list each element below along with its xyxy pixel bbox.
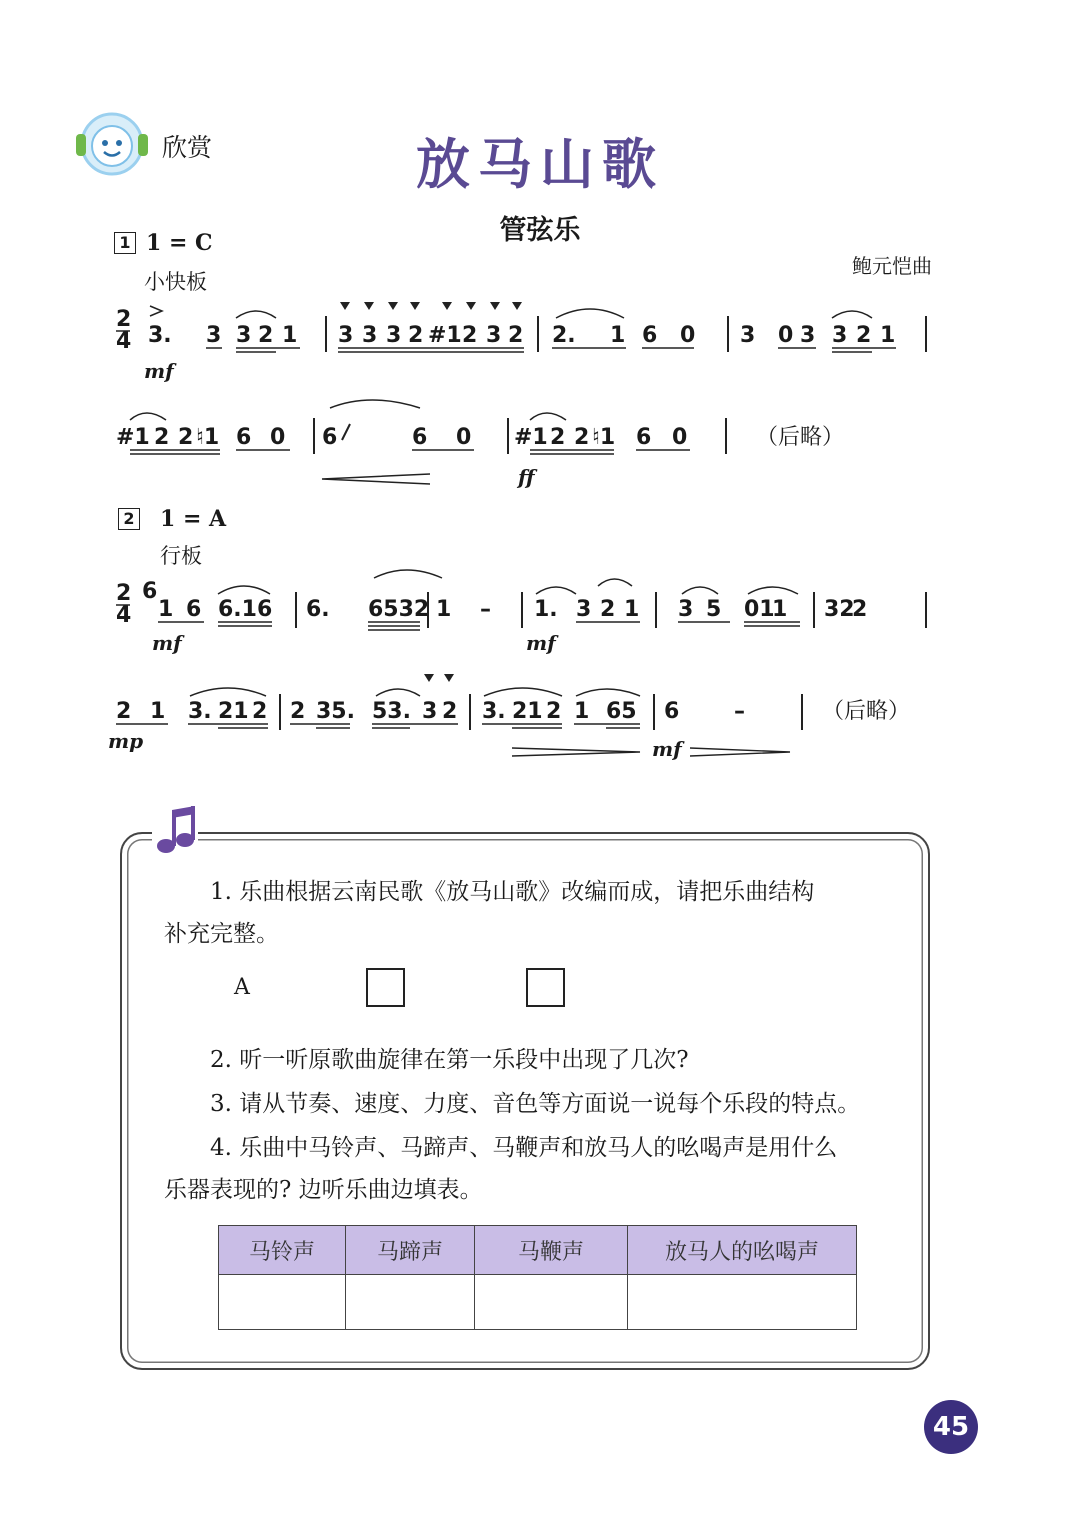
section-1-key: 1 = C bbox=[146, 230, 213, 256]
note: 2 bbox=[600, 597, 616, 622]
note: 3. bbox=[148, 323, 172, 348]
note: 3 bbox=[740, 323, 756, 348]
note: 2 bbox=[116, 699, 132, 724]
note: 3 bbox=[236, 323, 252, 348]
note: 5 bbox=[706, 597, 722, 622]
note: 1. bbox=[534, 597, 558, 622]
note: ♮1 bbox=[196, 425, 220, 450]
note: 3 bbox=[386, 323, 402, 348]
note: 2 bbox=[550, 425, 566, 450]
score-row-2 bbox=[116, 400, 844, 489]
dynamic-marking: mf bbox=[152, 631, 182, 655]
section-2-key: 1 = A bbox=[160, 506, 227, 532]
note: ♮1 bbox=[592, 425, 616, 450]
note: 6 bbox=[636, 425, 652, 450]
structure-answer-box[interactable] bbox=[526, 968, 565, 1007]
question-4-line1: 4. 乐曲中马铃声、马蹄声、马鞭声和放马人的吆喝声是用什么 bbox=[210, 1135, 838, 1161]
music-note-icon bbox=[152, 802, 198, 858]
note: 3 bbox=[338, 323, 354, 348]
note: 2. bbox=[552, 323, 576, 348]
note: 2 bbox=[154, 425, 170, 450]
note: 3 bbox=[678, 597, 694, 622]
question-1-line2: 补充完整。 bbox=[164, 921, 279, 947]
note: 1 bbox=[158, 597, 174, 622]
note: #1 bbox=[116, 425, 150, 450]
page-title: 放马山歌 bbox=[416, 132, 664, 196]
dynamic-marking: mf bbox=[144, 359, 174, 383]
note: 2 bbox=[546, 699, 562, 724]
section-2-number: 2 bbox=[118, 508, 140, 530]
note: 1 bbox=[574, 699, 590, 724]
score-row-3 bbox=[116, 570, 926, 655]
table-answer-cell[interactable] bbox=[475, 1275, 628, 1330]
note: 6532 bbox=[368, 597, 430, 622]
note: 2 bbox=[178, 425, 194, 450]
note: 3 bbox=[832, 323, 848, 348]
note: 6 bbox=[412, 425, 428, 450]
page-number-badge: 45 bbox=[924, 1400, 978, 1454]
grace-note: 6 bbox=[142, 579, 158, 604]
note: 1 bbox=[624, 597, 640, 622]
note: 2 bbox=[856, 323, 872, 348]
omitted-note: （后略） bbox=[822, 699, 911, 724]
table-answer-cell[interactable] bbox=[346, 1275, 475, 1330]
note: 3 bbox=[206, 323, 222, 348]
score-row-1 bbox=[116, 302, 926, 383]
section-2-tempo: 行板 bbox=[160, 544, 202, 568]
structure-label-a: A bbox=[234, 975, 250, 1000]
note: 2 bbox=[442, 699, 458, 724]
dynamic-marking: mp bbox=[108, 729, 144, 753]
instrument-fill-table bbox=[218, 1225, 857, 1330]
note: 65 bbox=[606, 699, 637, 724]
omitted-note: （后略） bbox=[756, 425, 845, 450]
question-1-line1: 1. 乐曲根据云南民歌《放马山歌》改编而成，请把乐曲结构 bbox=[210, 879, 815, 905]
note: 6. bbox=[306, 597, 330, 622]
note: 2 bbox=[258, 323, 274, 348]
note: 6 bbox=[642, 323, 658, 348]
note: #1 bbox=[428, 323, 462, 348]
note: 01 bbox=[744, 597, 775, 622]
question-2: 2. 听一听原歌曲旋律在第一乐段中出现了几次? bbox=[210, 1047, 689, 1073]
note: 1 bbox=[772, 597, 788, 622]
note: 1 bbox=[150, 699, 166, 724]
time-sig-top: 2 bbox=[116, 307, 132, 332]
note: 1 bbox=[610, 323, 626, 348]
section-1-tempo: 小快板 bbox=[144, 270, 207, 294]
note: 6 bbox=[322, 425, 338, 450]
note: 0 bbox=[778, 323, 794, 348]
note: 3 bbox=[800, 323, 816, 348]
score-row-4 bbox=[108, 674, 910, 761]
section-1-number: 1 bbox=[114, 232, 136, 254]
note: 0 bbox=[680, 323, 696, 348]
note: – bbox=[734, 699, 745, 724]
note: – bbox=[480, 597, 491, 622]
note: 2 bbox=[462, 323, 478, 348]
note: 3 bbox=[576, 597, 592, 622]
time-sig-top: 2 bbox=[116, 581, 132, 606]
dynamic-marking: ff bbox=[518, 465, 535, 489]
note: 0 bbox=[672, 425, 688, 450]
note: 21 bbox=[512, 699, 543, 724]
table-answer-cell[interactable] bbox=[628, 1275, 857, 1330]
note: 32 bbox=[824, 597, 855, 622]
time-sig-bottom: 4 bbox=[116, 329, 132, 354]
note: 6.16 bbox=[218, 597, 273, 622]
note: 1 bbox=[436, 597, 452, 622]
note: 3 bbox=[486, 323, 502, 348]
note: 6 bbox=[664, 699, 680, 724]
dynamic-marking: mf bbox=[652, 737, 682, 761]
table-header: 马铃声 bbox=[219, 1226, 346, 1275]
dynamic-marking: mf bbox=[526, 631, 556, 655]
question-4-line2: 乐器表现的? 边听乐曲边填表。 bbox=[164, 1177, 483, 1203]
note: 35. bbox=[316, 699, 355, 724]
time-sig-bottom: 4 bbox=[116, 603, 132, 628]
question-3: 3. 请从节奏、速度、力度、音色等方面说一说每个乐段的特点。 bbox=[210, 1091, 861, 1117]
note: 53. bbox=[372, 699, 411, 724]
note: 2 bbox=[290, 699, 306, 724]
note: 6 bbox=[186, 597, 202, 622]
page-subtitle: 管弦乐 bbox=[499, 215, 581, 246]
note: 0 bbox=[456, 425, 472, 450]
table-header: 马蹄声 bbox=[346, 1226, 475, 1275]
note: 3. bbox=[482, 699, 506, 724]
composer-credit: 鲍元恺曲 bbox=[852, 254, 932, 278]
note: 2 bbox=[408, 323, 424, 348]
note: 3 bbox=[362, 323, 378, 348]
note: 2 bbox=[852, 597, 868, 622]
note: 2 bbox=[252, 699, 268, 724]
table-header: 放马人的吆喝声 bbox=[628, 1226, 857, 1275]
note: 3 bbox=[422, 699, 438, 724]
note: 1 bbox=[282, 323, 298, 348]
note: 2 bbox=[574, 425, 590, 450]
section-badge-label: 欣赏 bbox=[162, 133, 213, 162]
note: 1 bbox=[880, 323, 896, 348]
note: 21 bbox=[218, 699, 249, 724]
table-header: 马鞭声 bbox=[475, 1226, 628, 1275]
note: 3. bbox=[188, 699, 212, 724]
structure-answer-box[interactable] bbox=[366, 968, 405, 1007]
note: 6 bbox=[236, 425, 252, 450]
note: 2 bbox=[508, 323, 524, 348]
note: 0 bbox=[270, 425, 286, 450]
note: #1 bbox=[514, 425, 548, 450]
table-answer-cell[interactable] bbox=[219, 1275, 346, 1330]
